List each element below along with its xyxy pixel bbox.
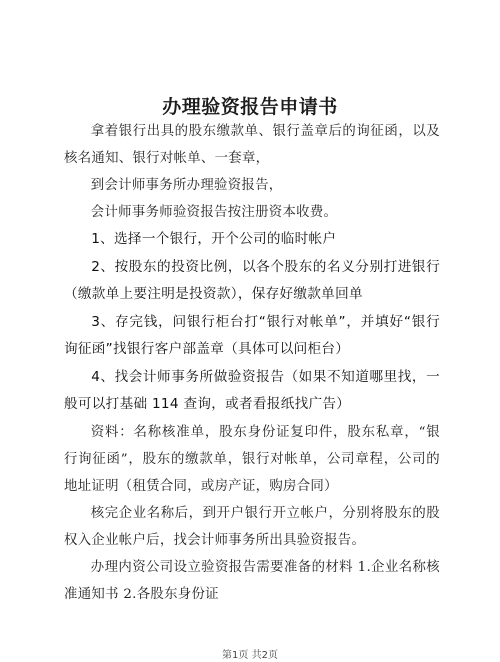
paragraph-documents-list: 资料：名称核准单，股东身份证复印件，股东私章，“银行询征函”，股东的缴款单，银行对帐单，公司章程，公司的地址证明（租赁合同，或房产证，购房合同）: [64, 424, 440, 494]
step-3: 3、存完钱，问银行柜台打“银行对帐单”，并填好“银行询征函”找银行客户部盖章（具体可以问柜台）: [64, 313, 440, 357]
page-footer: 第1页 共2页: [222, 650, 278, 661]
paragraph-required-materials: 办理内资公司设立验资报告需要准备的材料 1.企业名称核准通知书 2.各股东身份证: [64, 559, 440, 602]
step-1: 1、选择一个银行，开个公司的临时帐户: [91, 231, 337, 247]
step-2: 2、按股东的投资比例，以各个股东的名义分别打进银行（缴款单上要注明是投资款），保存好缴款单回单: [64, 258, 440, 302]
document-body: [64, 118, 440, 608]
paragraph-after-name-approval: 核完企业名称后，到开户银行开立帐户，分别将股东的股权入企业帐户后，找会计师事务所出具验资报告。: [64, 505, 440, 548]
paragraph-go-to-firm: 到会计师事务所办理验资报告，: [90, 178, 283, 193]
document-title: 办理验资报告申请书: [162, 96, 338, 118]
paragraph-materials-intro: 拿着银行出具的股东缴款单、银行盖章后的询征函，以及核名通知、银行对帐单、一套章，: [64, 124, 440, 166]
step-4: 4、找会计师事务所做验资报告（如果不知道哪里找，一般可以打基础 114 查询，或者看报纸找广告）: [64, 368, 440, 412]
paragraph-fee: 会计师事务师验资报告按注册资本收费。: [90, 205, 338, 220]
